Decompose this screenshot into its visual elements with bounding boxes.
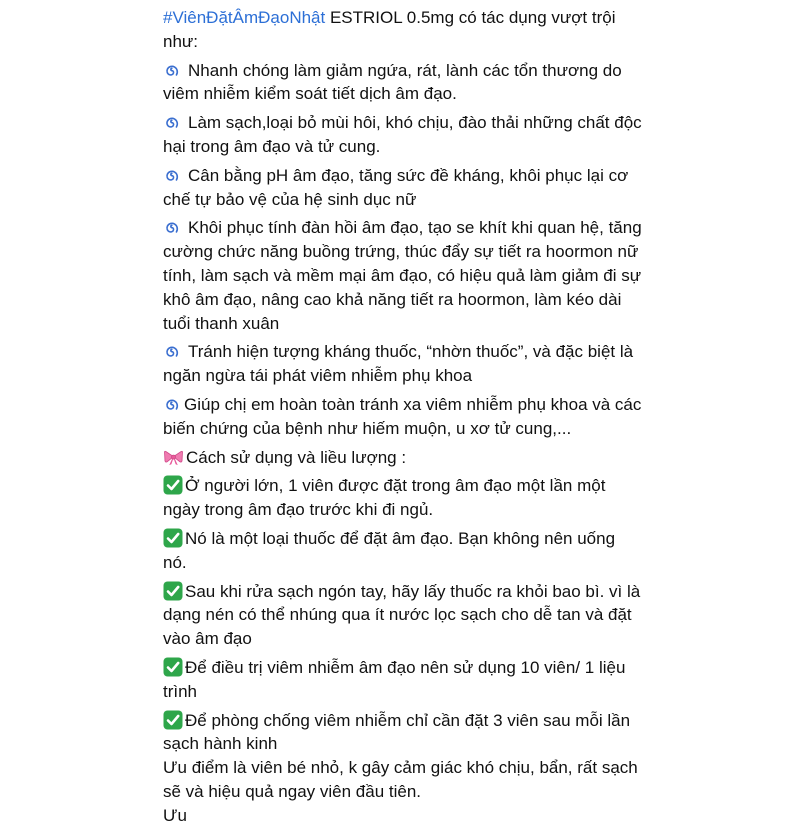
cyclone-spiral-icon bbox=[163, 219, 180, 236]
green-check-mark-icon bbox=[163, 657, 183, 677]
post-intro bbox=[163, 6, 643, 54]
benefit-item bbox=[163, 164, 643, 212]
cyclone-spiral-icon bbox=[163, 396, 180, 413]
usage-text: Để phòng chống viêm nhiễm chỉ cần đặt 3 viên sau mỗi lần sạch hành kinh bbox=[163, 710, 631, 754]
cyclone-spiral-icon bbox=[163, 167, 180, 184]
green-check-mark-icon bbox=[163, 475, 183, 495]
post-body bbox=[163, 6, 643, 825]
benefit-item bbox=[163, 59, 643, 107]
intro-text: ESTRIOL 0.5mg có tác dụng vượt trội như: bbox=[163, 8, 616, 51]
usage-item bbox=[163, 580, 643, 651]
cut-off-next-line bbox=[163, 804, 643, 825]
usage-item bbox=[163, 709, 643, 757]
usage-heading-text: Cách sử dụng và liều lượng : bbox=[186, 447, 407, 467]
cut-off-text: Ưu bbox=[163, 805, 187, 825]
benefit-text: Khôi phục tính đàn hồi âm đạo, tạo se khít khi quan hệ, tăng cường chức năng buồng trứng, thúc đẩy sự tiết ra hoormon nữ tính, làm sạch và mềm mại âm đạo, có hiệu quả làm giảm đi sự khô âm đạo, nâng cao khả năng tiết ra hoormon, làm kéo dài tuổi thanh xuân bbox=[163, 218, 642, 333]
usage-text: Để điều trị viêm nhiễm âm đạo nên sử dụng 10 viên/ 1 liệu trình bbox=[163, 657, 626, 701]
benefit-item bbox=[163, 393, 643, 441]
usage-text: Ở người lớn, 1 viên được đặt trong âm đạo một lần một ngày trong âm đạo trước khi đi ngủ. bbox=[163, 476, 606, 520]
benefit-text: Cân bằng pH âm đạo, tăng sức đề kháng, khôi phục lại cơ chế tự bảo vệ của hệ sinh dục nữ bbox=[163, 165, 629, 209]
green-check-mark-icon bbox=[163, 710, 183, 730]
benefit-text: Tránh hiện tượng kháng thuốc, “nhờn thuốc”, và đặc biệt là ngăn ngừa tái phát viêm nhiễm phụ khoa bbox=[163, 342, 634, 386]
usage-text: Nó là một loại thuốc để đặt âm đạo. Bạn không nên uống nó. bbox=[163, 528, 616, 572]
usage-item bbox=[163, 656, 643, 704]
benefit-item bbox=[163, 216, 643, 335]
benefit-text: Giúp chị em hoàn toàn tránh xa viêm nhiễm phụ khoa và các biến chứng của bệnh như hiếm muộn, u xơ tử cung,... bbox=[163, 394, 642, 438]
benefit-text: Làm sạch,loại bỏ mùi hôi, khó chịu, đào thải những chất độc hại trong âm đạo và tử cung. bbox=[163, 113, 642, 156]
green-check-mark-icon bbox=[163, 581, 183, 601]
benefit-item bbox=[163, 340, 643, 388]
benefit-item bbox=[163, 111, 643, 159]
usage-item bbox=[163, 527, 643, 575]
cyclone-spiral-icon bbox=[163, 114, 180, 131]
usage-heading bbox=[163, 446, 643, 470]
advantage-text: Ưu điểm là viên bé nhỏ, k gây cảm giác khó chịu, bẩn, rất sạch sẽ và hiệu quả ngay viên đầu tiên. bbox=[163, 758, 638, 801]
pink-ribbon-bow-icon bbox=[163, 449, 184, 466]
product-hashtag-link[interactable]: #ViênĐặtÂmĐạoNhật bbox=[163, 8, 326, 27]
usage-item bbox=[163, 474, 643, 522]
cyclone-spiral-icon bbox=[163, 62, 180, 79]
green-check-mark-icon bbox=[163, 528, 183, 548]
cyclone-spiral-icon bbox=[163, 343, 180, 360]
usage-text: Sau khi rửa sạch ngón tay, hãy lấy thuốc ra khỏi bao bì. vì là dạng nén có thể nhúng qua ít nước lọc sạch cho dễ tan và đặt vào âm đạo bbox=[163, 581, 641, 649]
benefit-text: Nhanh chóng làm giảm ngứa, rát, lành các tổn thương do viêm nhiễm kiểm soát tiết dịch âm đạo. bbox=[163, 60, 622, 104]
